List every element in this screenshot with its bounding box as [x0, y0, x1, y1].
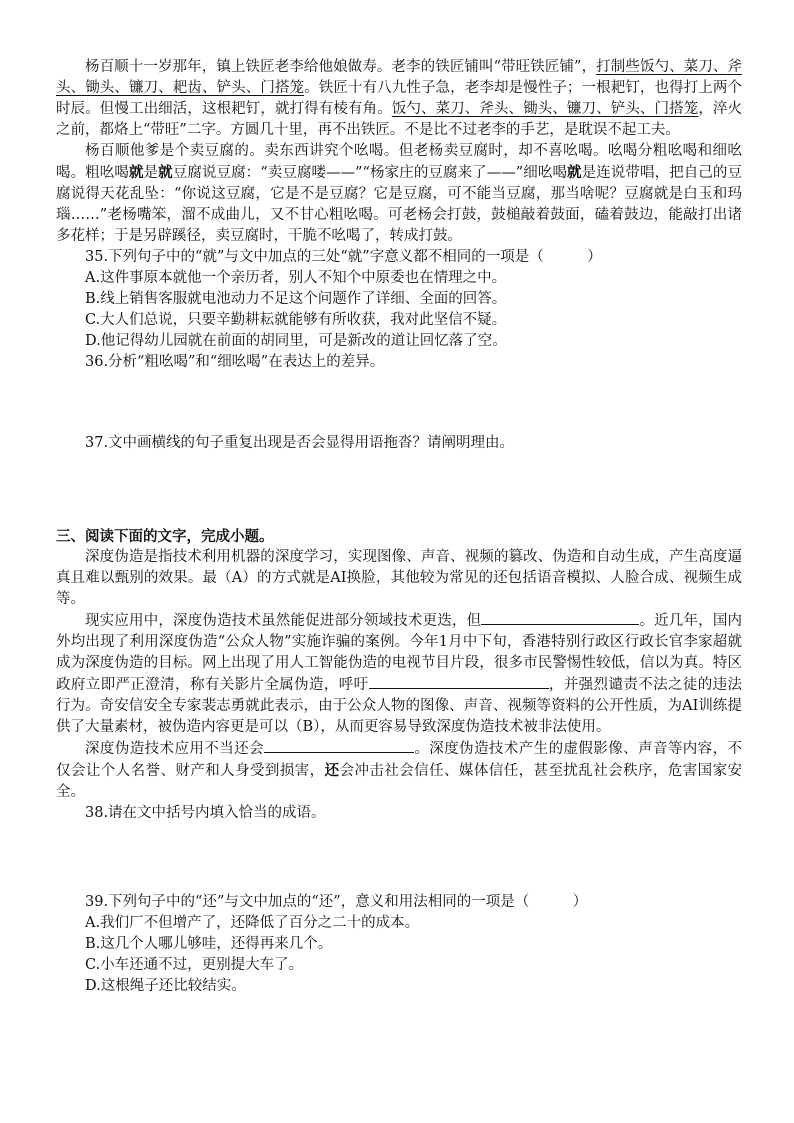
- passage-text: 。深度伪造技术产生的虚假影像、声音等内容，不仅会让个人名誉、财产和人身受到损害，: [56, 741, 743, 779]
- passage-text: 豆腐说豆腐：“卖豆腐喽——”“杨家庄的豆腐来了——”细吆喝: [172, 165, 568, 181]
- dotted-jiu-2: 就: [158, 164, 173, 181]
- fill-blank-2: [369, 674, 549, 689]
- question-39-option-c: C.小车还通不过，更别提大车了。: [85, 957, 304, 973]
- passage2-paragraph2: [56, 610, 742, 738]
- passage-text: 是: [143, 165, 159, 181]
- passage1-paragraph2: [56, 141, 742, 247]
- exam-content: [56, 57, 742, 997]
- passage-text: 。铁匠十有八九性子急，老李却是慢性子；一根耙钉，也得打上两个时辰。但慢工出细活，这根耙钉，就打得有棱有角。: [56, 80, 743, 117]
- dotted-jiu-3: 就: [567, 164, 582, 181]
- question-39-option-b: B.这几个人哪儿够哇，还得再来几个。: [85, 936, 333, 952]
- passage-text: 会冲击社会信任、媒体信任，甚至扰乱社会秩序，危害国家安全。: [56, 763, 743, 800]
- question-35-option-b: B.线上销售客服就电池动力不足这个问题作了详细、全面的回答。: [85, 291, 507, 307]
- dotted-jiu-1: 就: [128, 164, 144, 181]
- underlined-sentence-2: 饭勺、菜刀、斧头、锄头、镰刀、铲头、门搭笼: [391, 101, 699, 117]
- question-36-stem: 36.分析“粗吆喝”和“细吆喝”在表达上的差异。: [85, 354, 385, 370]
- question-37-stem: 37.文中画横线的句子重复出现是否会显得用语拖沓？请阐明理由。: [85, 435, 515, 451]
- passage-text: 。近几年，国内外均出现了利用深度伪造“公众人物”实施诈骗的案例。今年1月中下旬，香港特别行政区行政长官李家超就成为深度伪造的目标。网上出现了用人工智能伪造的电视节目片段，很多市民警惕性较低，信以为真。特区政府立即严正澄清，称有关影片全属伪造，呼吁: [56, 613, 743, 693]
- section-3-heading: 三、阅读下面的文字，完成小题。: [56, 528, 274, 545]
- passage2-paragraph3: [56, 738, 742, 803]
- passage-text: 现实应用中，深度伪造技术虽然能促进部分领域技术更迭，但: [85, 613, 482, 629]
- passage1-paragraph1: [56, 57, 742, 141]
- passage2-paragraph1: 深度伪造是指技术利用机器的深度学习，实现图像、声音、视频的篡改、伪造和自动生成，产生高度逼真且难以甄别的效果。最（A）的方式就是AI换脸，其他较为常见的还包括语音模拟、人脸合成、视频生成等。: [56, 549, 742, 607]
- question-39-option-d: D.这根绳子还比较结实。: [85, 978, 246, 994]
- passage-text: 杨百顺十一岁那年，镇上铁匠老李给他娘做寿。老李的铁匠铺叫“带旺铁匠铺”，: [85, 59, 597, 75]
- question-35-option-d: D.他记得幼儿园就在前面的胡同里，可是新改的道让回忆落了空。: [85, 333, 507, 349]
- question-39-option-a: A.我们厂不但增产了，还降低了百分之二十的成本。: [85, 915, 420, 931]
- passage-text: 深度伪造技术应用不当还会: [85, 741, 264, 757]
- question-35-option-a: A.这件事原本就他一个亲历者，别人不知个中原委也在情理之中。: [85, 270, 507, 286]
- fill-blank-1: [481, 610, 639, 625]
- fill-blank-3: [264, 738, 414, 753]
- question-35-stem: 35.下列句子中的“就”与文中加点的三处“就”字意义都不相同的一项是（ ）: [85, 249, 602, 265]
- answer-space-36: [56, 373, 742, 433]
- answer-space-37: [56, 454, 742, 522]
- passage-text: 杨百顺他爹是个卖豆腐的。卖东西讲究个吆喝。但老杨卖豆腐时，却不喜吆喝。吆喝分粗吆喝和细吆喝。粗吆喝: [56, 143, 742, 181]
- question-38-stem: 38.请在文中括号内填入恰当的成语。: [85, 805, 326, 821]
- question-35-option-c: C.大人们总说，只要辛勤耕耘就能够有所收获，我对此坚信不疑。: [85, 312, 507, 328]
- passage-text: 是连说带唱，把自己的豆腐说得天花乱坠：“你说这豆腐，它是不是豆腐？它是豆腐，可不能当豆腐，那当啥呢？豆腐就是白玉和玛瑙……”老杨嘴笨，溜不成曲儿，又不甘心粗吆喝。可老杨会打鼓，鼓槌敲着鼓面，磕着鼓边，能敲打出诸多花样；于是另辟蹊径，卖豆腐时，干脆不吆喝了，转成打鼓。: [56, 165, 743, 244]
- passage-text: ，淬火之前，都烙上“带旺”二字。方圆几十里，再不出铁匠。不是比不过老李的手艺，是耽误不起工夫。: [56, 101, 743, 138]
- passage-text: ，并强烈谴责不法之徒的违法行为。奇安信安全专家裴志勇就此表示，由于公众人物的图像、声音、视频等资料的公开性质，为AI训练提供了大量素材，被伪造内容更是可以（B），从而更容易导致深度伪造技术被非法使用。: [56, 677, 743, 735]
- dotted-hai: 还: [324, 762, 340, 779]
- question-39-stem: 39.下列句子中的“还”与文中加点的“还”，意义和用法相同的一项是（ ）: [85, 894, 588, 910]
- answer-space-38: [56, 824, 742, 892]
- underlined-sentence-1: 打制些饭勺、菜刀、斧头、锄头、镰刀、耙齿、铲头、门搭笼: [56, 59, 743, 96]
